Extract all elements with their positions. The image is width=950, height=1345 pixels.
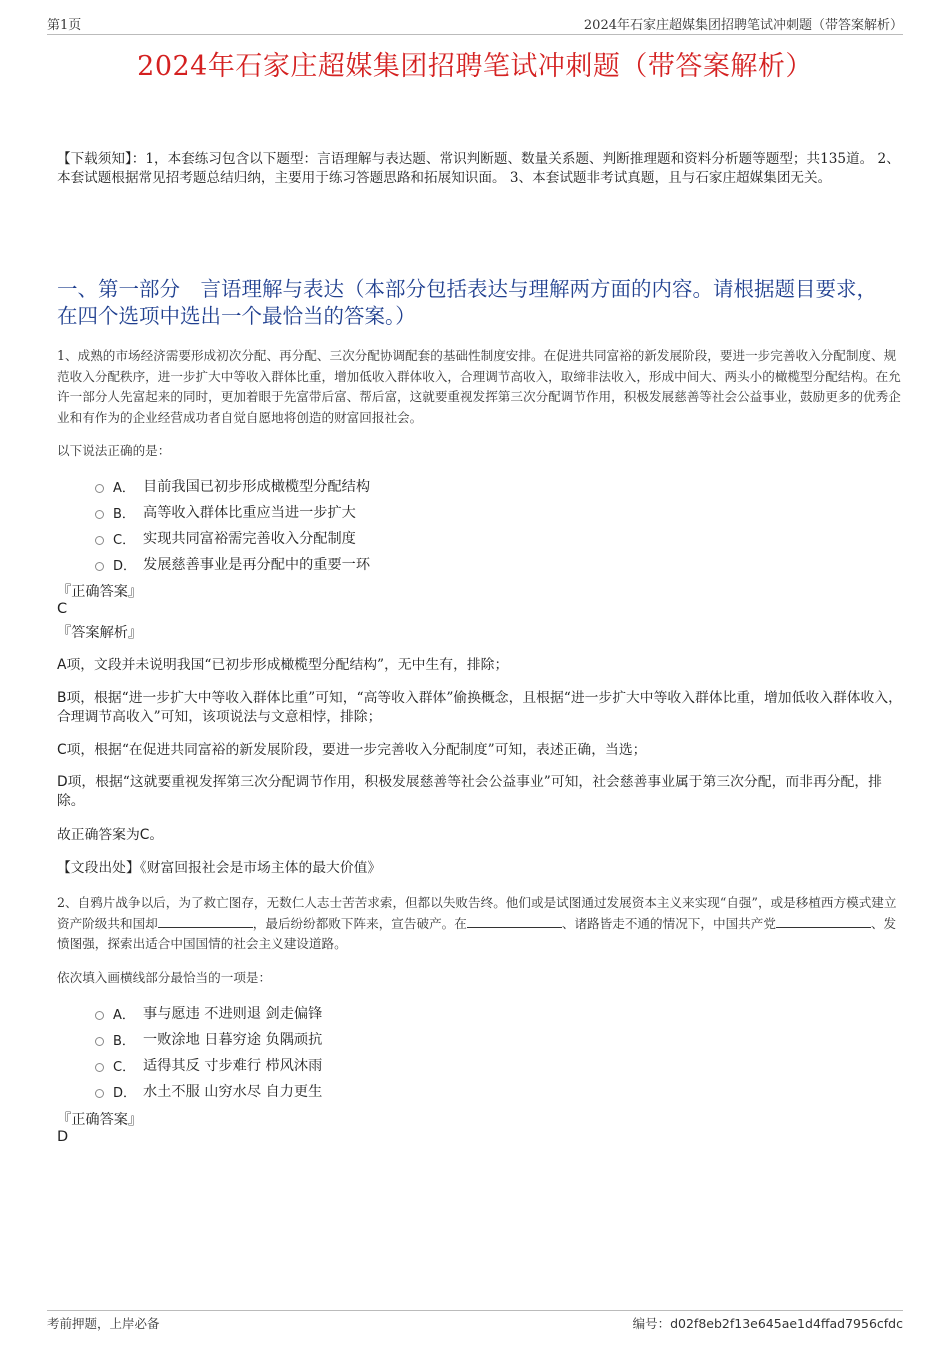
option-letter: D． (113, 1085, 137, 1101)
option-text: 适得其反 寸步难行 栉风沐雨 (143, 1058, 323, 1074)
conclusion-letter: C (139, 827, 150, 843)
correct-answer: C (57, 601, 68, 617)
question-2-option-c[interactable] (95, 1052, 875, 1078)
option-letter: D． (113, 558, 137, 574)
correct-answer-label: 『正确答案』 (57, 1112, 143, 1128)
question-1-stem: 1、成熟的市场经济需要形成初次分配、再分配、三次分配协调配套的基础性制度安排。在促进共同富裕的新发展阶段，要进一步完善收入分配制度、规范收入分配秩序，进一步扩大中等收入群体比重，增加低收入群体收入，合理调节高收入，取缔非法收入，形成中间大、两头小的橄榄型分配结构。在允许一部分人先富起来的同时，更加着眼于先富带后富、帮后富，这就要重视发挥第三次分配调节作用，积极发展慈善等社会公益事业，鼓励更多的优秀企业和有作为的企业经营成功者自觉自愿地将创造的财富回报社会。 (57, 348, 901, 425)
analysis-lead: A (57, 657, 67, 673)
analysis-item-b (57, 689, 902, 727)
question-2-options (95, 1000, 875, 1104)
stem-text: 、诸路皆走不通的情况下，中国共产党 (561, 915, 776, 931)
analysis-lead: B (57, 690, 67, 706)
source-title: 《财富回报社会是市场主体的最大价值》 (139, 860, 382, 876)
correct-answer-label: 『正确答案』 (57, 584, 143, 600)
page-number: 第1页 (47, 18, 82, 33)
source-label: 【文段出处】 (57, 860, 140, 876)
radio-button[interactable] (95, 562, 104, 571)
running-header-title: 2024年石家庄超媒集团招聘笔试冲刺题（带答案解析） (583, 18, 903, 33)
radio-button[interactable] (95, 484, 104, 493)
option-letter: C． (113, 532, 136, 548)
analysis-lead: C (57, 742, 67, 758)
download-notice: 【下载须知】：1，本套练习包含以下题型：言语理解与表达题、常识判断题、数量关系题、判断推理题和资料分析题等题型；共135道。 2、本套试题根据常见招考题总结归纳，主要用于练习答题思路和拓展知识面。 3、本套试题非考试真题，且与石家庄超媒集团无关。 (57, 151, 900, 186)
footer-code (633, 1314, 903, 1332)
analysis-lead: D (57, 774, 68, 790)
blank-line (467, 915, 562, 928)
question-1-options (95, 473, 875, 577)
question-1-option-a[interactable] (95, 473, 875, 499)
question-1-option-b[interactable] (95, 499, 875, 525)
option-letter: C． (113, 1059, 136, 1075)
question-2-option-a[interactable] (95, 1000, 875, 1026)
radio-button[interactable] (95, 510, 104, 519)
option-text: 事与愿违 不进则退 剑走偏锋 (143, 1006, 323, 1022)
analysis-text: 项，根据“这就要重视发挥第三次分配调节作用，积极发展慈善等社会公益事业”可知，社会慈善事业属于第三次分配，而非再分配，排除。 (57, 774, 882, 809)
stem-text: 2、自鸦片战争以后，为了救亡图存，无数仁人志士苦苦求索，但都以失败告终。他们或是试图通过发展资本主义来实现“自强”，或是移植西方模式建立资产阶级共和国却 (57, 895, 897, 931)
analysis-item-a (57, 656, 902, 675)
question-1-option-c[interactable] (95, 525, 875, 551)
radio-button[interactable] (95, 1063, 104, 1072)
question-2-prompt: 依次填入画横线部分最恰当的一项是： (57, 970, 272, 985)
header-divider (47, 34, 903, 35)
option-letter: A． (113, 1007, 135, 1023)
question-1-prompt: 以下说法正确的是： (57, 443, 171, 458)
code-label: 编号： (632, 1316, 671, 1331)
option-text: 一败涂地 日暮穷途 负隅顽抗 (143, 1032, 323, 1048)
section-heading: 一、第一部分 言语理解与表达（本部分包括表达与理解两方面的内容。请根据题目要求，在四个选项中选出一个最恰当的答案。） (57, 277, 877, 328)
stem-text: ，最后纷纷都败下阵来，宣告破产。在 (252, 915, 467, 931)
radio-button[interactable] (95, 1089, 104, 1098)
stem-text: 、发愤图强，探索出适合中国国情的社会主义建设道路。 (57, 915, 897, 951)
question-1-option-d[interactable] (95, 551, 875, 577)
option-text: 高等收入群体比重应当进一步扩大 (143, 505, 356, 521)
question-2-stem (57, 893, 902, 955)
question-2-option-d[interactable] (95, 1078, 875, 1104)
option-letter: A． (113, 480, 135, 496)
analysis-text: 项，根据“在促进共同富裕的新发展阶段，要进一步完善收入分配制度”可知，表述正确，当选； (66, 742, 647, 758)
radio-button[interactable] (95, 1011, 104, 1020)
footer-divider (47, 1310, 903, 1311)
correct-answer: D (57, 1129, 69, 1145)
analysis-item-c (57, 741, 902, 760)
analysis-conclusion (57, 826, 902, 845)
analysis-item-d (57, 773, 902, 811)
option-text: 实现共同富裕需完善收入分配制度 (143, 531, 356, 547)
analysis-text: 项，根据“进一步扩大中等收入群体比重”可知，“高等收入群体”偷换概念，且根据“进一步扩大中等收入群体比重，增加低收入群体收入，合理调节高收入”可知，该项说法与文意相悖，排除； (57, 690, 902, 725)
option-text: 目前我国已初步形成橄榄型分配结构 (143, 479, 371, 495)
radio-button[interactable] (95, 1037, 104, 1046)
blank-line (158, 915, 253, 928)
option-letter: B． (113, 506, 135, 522)
option-text: 发展慈善事业是再分配中的重要一环 (143, 557, 371, 573)
radio-button[interactable] (95, 536, 104, 545)
answer-analysis-label: 『答案解析』 (57, 625, 143, 641)
option-letter: B． (113, 1033, 135, 1049)
document-title: 2024年石家庄超媒集团招聘笔试冲刺题（带答案解析） (137, 51, 813, 82)
question-2-option-b[interactable] (95, 1026, 875, 1052)
conclusion-prefix: 故正确答案为 (57, 827, 140, 843)
code-value: d02f8eb2f13e645ae1d4ffad7956cfdc (670, 1316, 903, 1331)
conclusion-suffix: 。 (149, 827, 164, 843)
option-text: 水土不服 山穷水尽 自力更生 (143, 1084, 323, 1100)
analysis-text: 项，文段并未说明我国“已初步形成橄榄型分配结构”，无中生有，排除； (66, 657, 509, 673)
blank-line (776, 915, 871, 928)
footer-slogan: 考前押题，上岸必备 (47, 1316, 160, 1331)
passage-source (57, 859, 902, 878)
